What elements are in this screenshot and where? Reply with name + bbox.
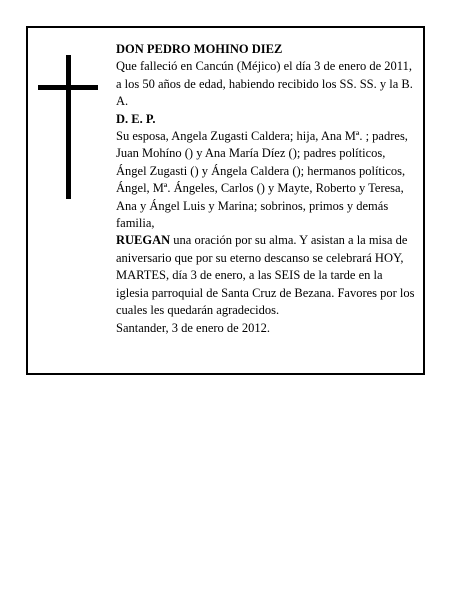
request-text: una oración por su alma. Y asistan a la misa de aniversario que por su eterno descanso se celebrará HOY, MARTES, día 3 de enero, a las SEIS de la tarde en la iglesia parroquial de Santa Cruz de Bezana. Favores por los cuales les quedarán agradecidos.: [116, 233, 415, 318]
request-keyword: RUEGAN: [116, 233, 171, 248]
cross-vertical-bar: [66, 55, 71, 199]
family-list: Su esposa, Angela Zugasti Caldera; hija, Ana Mª. ; padres, Juan Mohíno () y Ana María Díez (); padres políticos, Ángel Zugasti () y Ángela Caldera (); hermanos políticos, Ángel, Mª. Ángeles, Carlos () y Mayte, Roberto y Teresa, Ana y Ángel Luis y Marina; sobrinos, primos y demás familia,: [116, 129, 408, 231]
obituary-notice: [26, 26, 425, 375]
cross-icon: [38, 55, 98, 199]
deceased-name: DON PEDRO MOHINO DIEZ: [116, 42, 283, 56]
place-date: Santander, 3 de enero de 2012.: [116, 320, 270, 335]
dep-line: D. E. P.: [116, 111, 156, 126]
notice-body: [116, 41, 416, 337]
cross-horizontal-bar: [38, 85, 98, 90]
request-paragraph: [116, 232, 416, 319]
death-statement: Que falleció en Cancún (Méjico) el día 3 de enero de 2011, a los 50 años de edad, habiendo recibido los SS. SS. y la B. A.: [116, 59, 413, 109]
